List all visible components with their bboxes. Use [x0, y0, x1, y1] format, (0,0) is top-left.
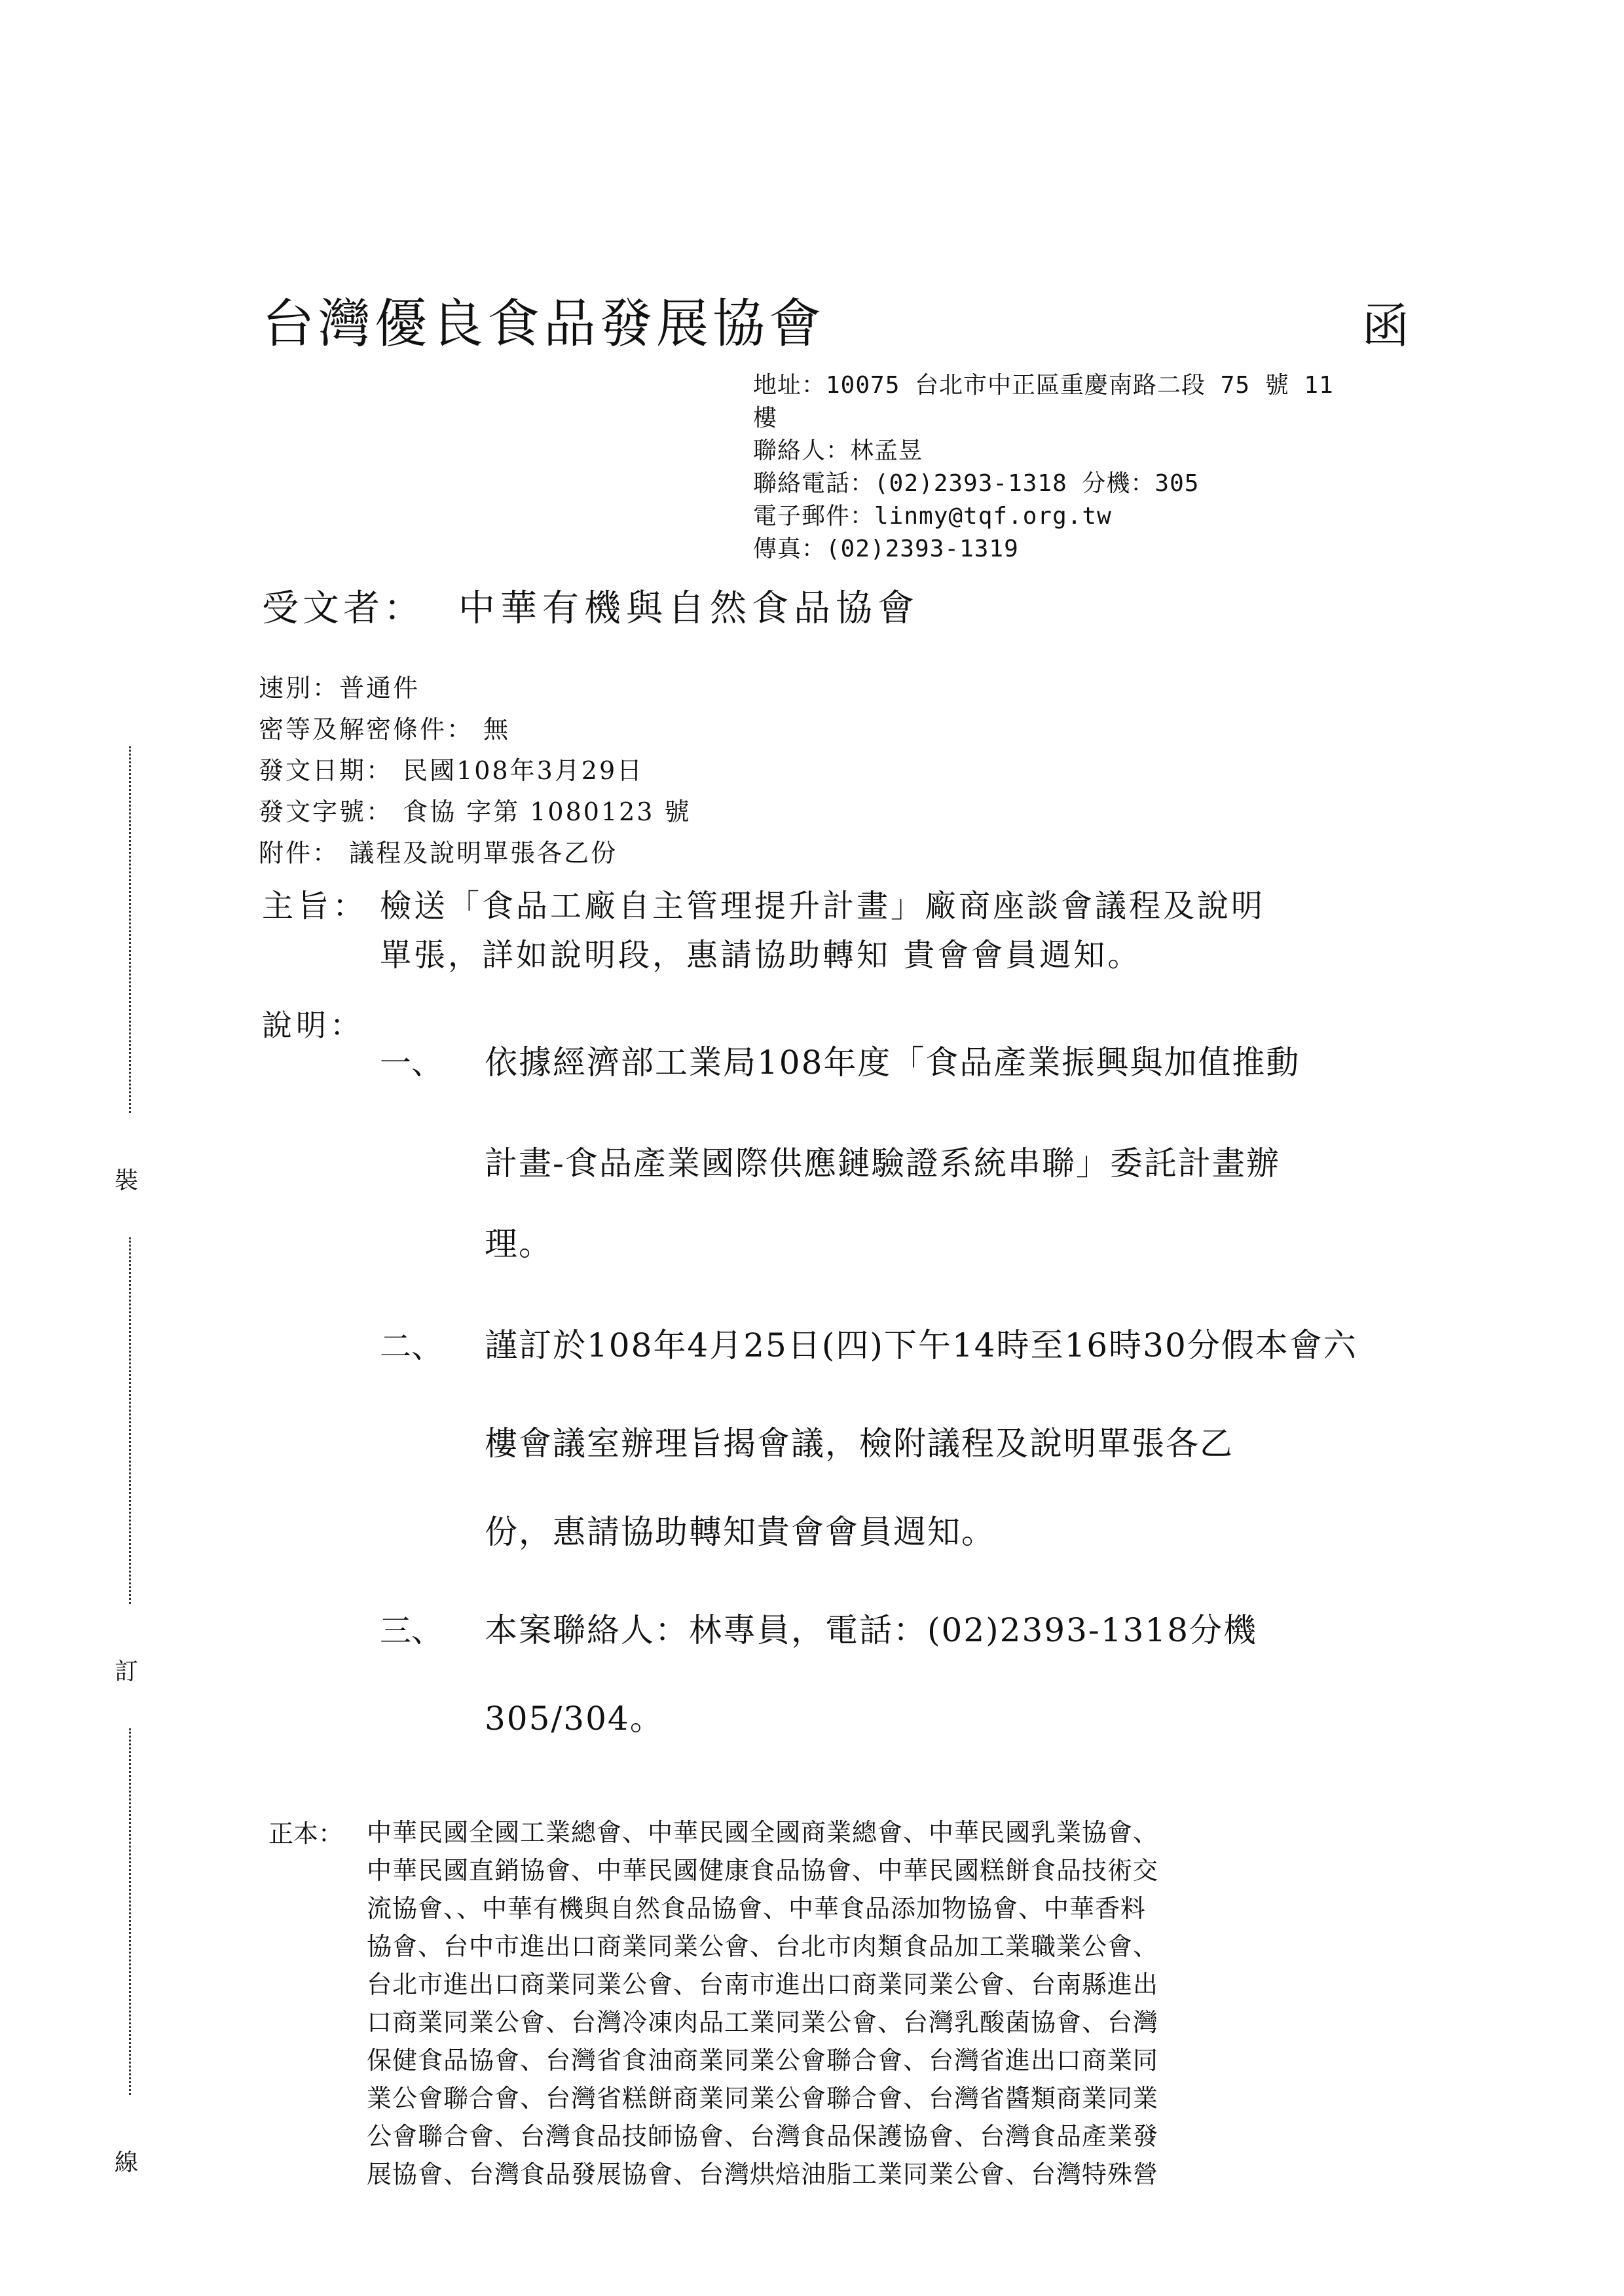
recipients-line: 展協會、台灣食品發展協會、台灣烘焙油脂工業同業公會、台灣特殊營 — [367, 2160, 1159, 2189]
meta-attachment: 附件： 議程及說明單張各乙份 — [259, 839, 618, 867]
item-2-line-2: 樓會議室辦理旨揭會議，檢附議程及說明單張各乙 — [485, 1425, 1234, 1463]
item-2-line-3: 份，惠請協助轉知貴會會員週知。 — [485, 1513, 995, 1551]
item-3-line-1: 本案聯絡人：林專員，電話：(02)2393-1318分機 — [485, 1611, 1258, 1649]
item-1-line-2: 計畫-食品產業國際供應鏈驗證系統串聯」委託計畫辦 — [485, 1144, 1280, 1182]
contact-address: 地址：10075 台北市中正區重慶南路二段 75 號 11 — [753, 372, 1334, 399]
contact-phone: 聯絡電話：(02)2393-1318 分機：305 — [753, 470, 1200, 497]
recipients-line: 中華民國全國工業總會、中華民國全國商業總會、中華民國乳業協會、 — [367, 1818, 1159, 1847]
recipients-line: 流協會、、中華有機與自然食品協會、中華食品添加物協會、中華香料 — [367, 1894, 1147, 1923]
recipients-line: 中華民國直銷協會、中華民國健康食品協會、中華民國糕餅食品技術交 — [367, 1856, 1159, 1885]
recipients-list-label: 正本： — [268, 1819, 344, 1848]
item-1-line-3: 理。 — [485, 1225, 553, 1263]
binding-mark-xian: 線 — [115, 2149, 139, 2176]
meta-speed: 速別：普通件 — [259, 674, 420, 702]
meta-number: 發文字號： 食協 字第 1080123 號 — [259, 797, 692, 826]
recipients-line: 業公會聯合會、台灣省糕餅商業同業公會聯合會、台灣省醬類商業同業 — [367, 2084, 1159, 2113]
recipient-label: 受文者： — [262, 587, 424, 630]
binding-mark-zhuang: 裝 — [115, 1167, 139, 1194]
subject-line-1: 檢送「食品工廠自主管理提升計畫」廠商座談會議程及說明 — [380, 888, 1266, 924]
recipient-name: 中華有機與自然食品協會 — [458, 587, 919, 630]
item-1-line-1: 依據經濟部工業局108年度「食品產業振興與加值推動 — [485, 1044, 1301, 1082]
doc-type: 函 — [1362, 299, 1410, 354]
binding-dotted-line — [129, 1728, 131, 2095]
contact-email: 電子郵件：linmy@tqf.org.tw — [753, 503, 1112, 530]
binding-mark-ding: 訂 — [115, 1658, 139, 1685]
item-number-2: 二、 — [380, 1328, 443, 1365]
recipients-line: 協會、台中市進出口商業同業公會、台北市肉類食品加工業職業公會、 — [367, 1932, 1159, 1961]
recipients-line: 口商業同業公會、台灣冷凍肉品工業同業公會、台灣乳酸菌協會、台灣 — [367, 2008, 1159, 2037]
item-2-line-1: 謹訂於108年4月25日(四)下午14時至16時30分假本會六 — [485, 1326, 1357, 1364]
meta-date: 發文日期： 民國108年3月29日 — [259, 756, 644, 785]
binding-dotted-line — [129, 1237, 131, 1604]
recipients-line: 公會聯合會、台灣食品技師協會、台灣食品保護協會、台灣食品產業發 — [367, 2122, 1159, 2151]
subject-label: 主旨： — [262, 888, 369, 924]
item-number-3: 三、 — [380, 1613, 443, 1649]
contact-person: 聯絡人：林孟昱 — [753, 437, 923, 464]
binding-dotted-line — [129, 746, 131, 1113]
recipients-line: 保健食品協會、台灣省食油商業同業公會聯合會、台灣省進出口商業同 — [367, 2046, 1159, 2075]
meta-secrecy: 密等及解密條件： 無 — [259, 715, 511, 744]
contact-fax: 傳真：(02)2393-1319 — [753, 536, 1019, 562]
item-3-line-2: 305/304。 — [485, 1700, 664, 1738]
item-number-1: 一、 — [380, 1045, 443, 1082]
org-name: 台灣優良食品發展協會 — [262, 293, 825, 354]
subject-line-2: 單張，詳如說明段，惠請協助轉知 貴會會員週知。 — [380, 937, 1142, 974]
recipients-line: 台北市進出口商業同業公會、台南市進出口商業同業公會、台南縣進出 — [367, 1970, 1159, 1999]
explanation-label: 說明： — [262, 1008, 364, 1043]
contact-address-cont: 樓 — [753, 405, 778, 431]
